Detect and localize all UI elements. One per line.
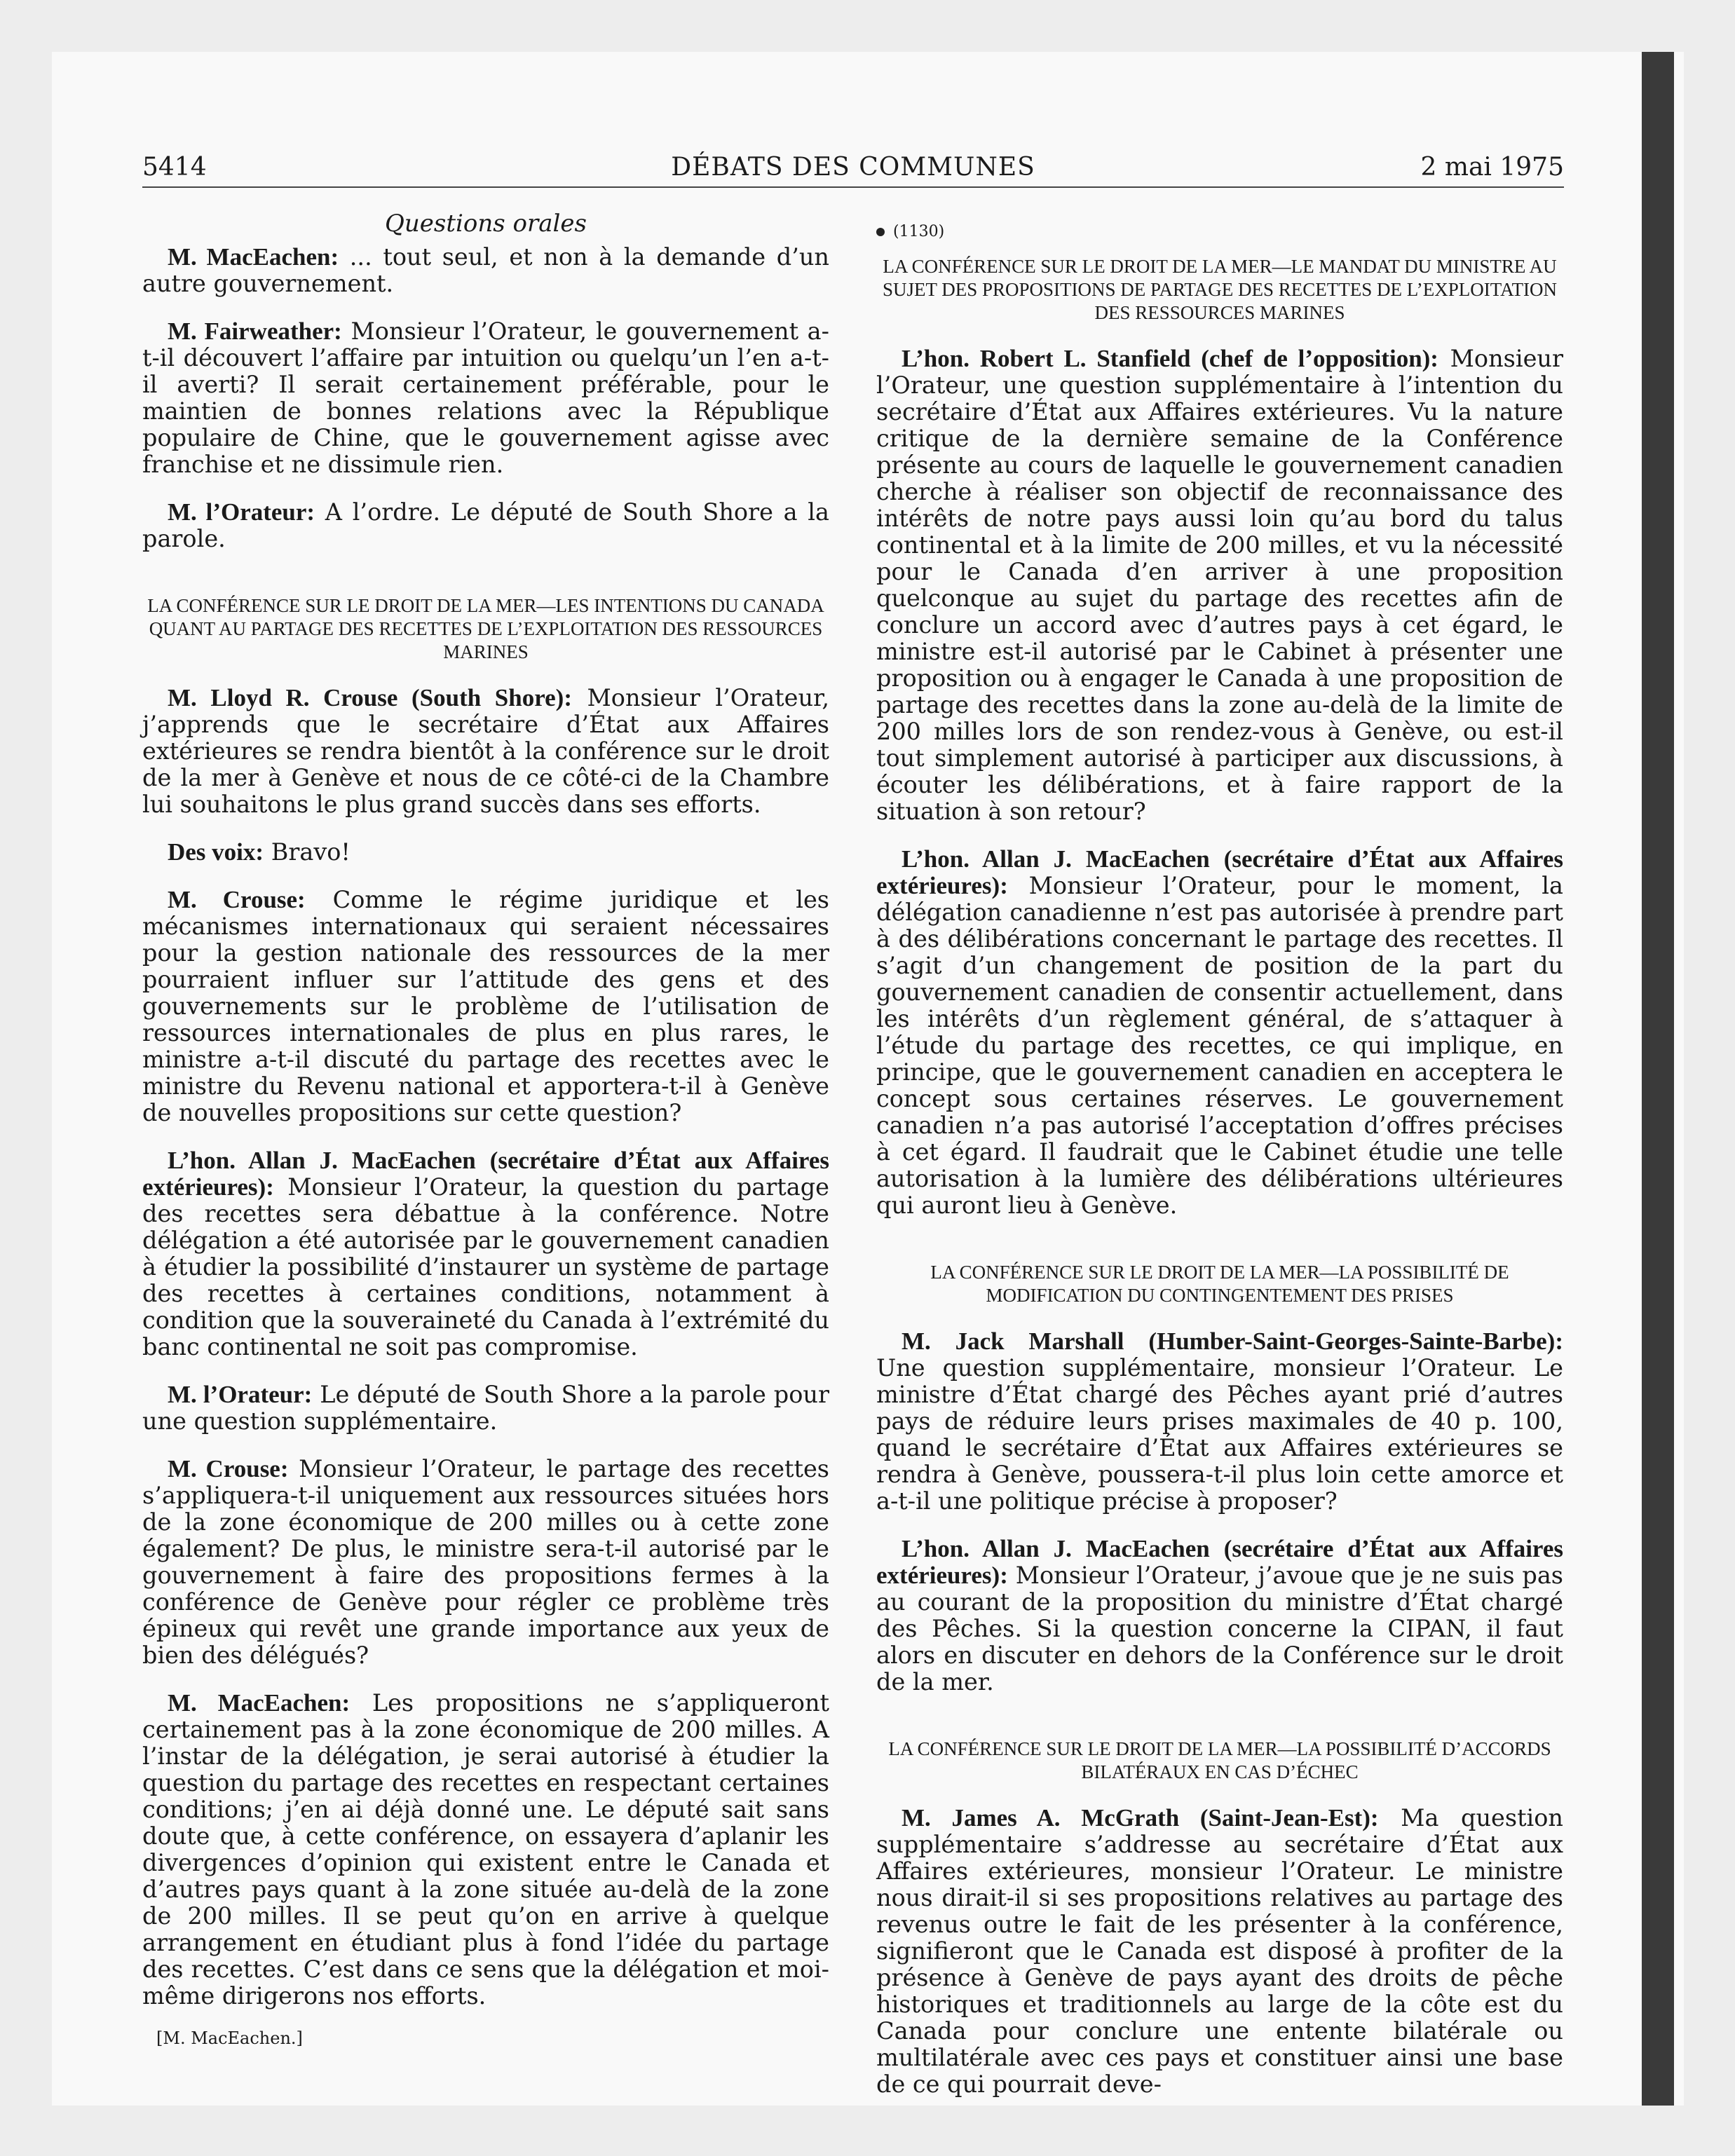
paragraph-text: Ma question supplémentaire s’addresse au secrétaire d’État aux Affaires extérieures, monsieur l’Orateur. Le ministre nous dirait-il si ses propositions relatives au partage des revenus outre le fait de les présenter à la conférence, signifieront que le Canada est disposé à profiter de la présence à Genève de pays ayant des droits de pêche historiques et traditionnels au large de la côte est du Canada pour conclure une entente bilatérale ou multilatérale avec ces pays et constituer ainsi une base de ce qui pourrait deve- (876, 1804, 1563, 2098)
timestamp-text: (1130) (893, 223, 945, 240)
paragraph-text: Monsieur l’Orateur, une question supplémentaire à l’intention du secrétaire d’État aux Affaires extérieures. Vu la nature critique de la dernière semaine de la Conférence présente au cours de laquelle le gouvernement canadien cherche à réaliser son objectif de reconnaissance des intérêts de notre pays aussi loin qu’au bord du talus continental et à la limite de 200 milles, et vu la nécessité pour le Canada d’en arriver à une proposition quelconque au sujet du partage des recettes afin de conclure un accord avec d’autres pays à cet égard, le ministre est-il autorisé par le Cabinet à présenter une proposition ou à engager le Canada à une proposition de partage des recettes dans la zone au-delà de la limite de 200 milles lors de son rendez-vous à Genève, ou est-il tout simplement autorisé à participer aux discussions, à écouter les délibérations, et à faire rapport de la situation à son retour? (876, 345, 1563, 825)
paragraph (876, 1536, 1563, 1696)
speaker-name: M. l’Orateur: (168, 1381, 313, 1408)
right-column (876, 210, 1563, 2119)
paragraph (142, 318, 829, 478)
paragraph-text: Monsieur l’Orateur, le partage des recettes s’appliquera-t-il uniquement aux ressources situées hors de la zone économique de 200 milles ou à cette zone également? De plus, le ministre sera-t-il autorisé par le gouvernement à faire des propositions fermes à la conférence de Genève pour régler ce problème très épineux qui revêt une grande importance aux yeux de bien des délégués? (142, 1455, 829, 1669)
paragraph-text: Monsieur l’Orateur, le gouvernement a-t-il découvert l’affaire par intuition ou quelqu’un l’en a-t-il averti? Il serait certainement préférable, pour le maintien de bonnes relations avec la République populaire de Chine, que le gouvernement agisse avec franchise et ne dissimule rien. (142, 318, 829, 478)
speaker-name: M. MacEachen: (168, 1689, 351, 1717)
paragraph (142, 499, 829, 552)
paragraph (142, 887, 829, 1126)
speaker-name: L’hon. Allan J. MacEachen (secrétaire d’État aux Affaires extérieures): (142, 1147, 829, 1201)
paragraph (876, 846, 1563, 1219)
scan-edge-bar (1642, 52, 1674, 2106)
speaker-name: L’hon. Allan J. MacEachen (secrétaire d’État aux Affaires extérieures): (876, 845, 1563, 899)
paragraph (142, 685, 829, 818)
paragraph (142, 1456, 829, 1669)
section-label: Questions orales (385, 210, 587, 238)
speaker-name: L’hon. Robert L. Stanfield (chef de l’opposition): (901, 345, 1438, 372)
paragraph-text: Monsieur l’Orateur, pour le moment, la délégation canadienne n’est pas autorisée à prendre part à des délibérations concernant le partage des recettes. Il s’agit d’un changement de position de la part du gouvernement canadien de consentir actuellement, dans les intérêts d’un règlement général, de s’attaquer à l’étude du partage des recettes, ce qui implique, en principe, que le gouvernement canadien en acceptera le concept sous certaines réserves. Le gouvernement canadien n’a pas autorisé l’acceptation d’offres précises à cet égard. Il faudrait que le Cabinet étudie une telle autorisation à la lumière des délibérations ultérieures qui auront lieu à Genève. (876, 872, 1563, 1219)
section-heading: LA CONFÉRENCE SUR LE DROIT DE LA MER—LA POSSIBILITÉ DE MODIFICATION DU CONTINGENTEMENT DES PRISES (930, 1262, 1509, 1306)
speaker-name: M. MacEachen: (168, 243, 339, 271)
paragraph-text: ... tout seul, et non à la demande d’un autre gouvernement. (142, 243, 829, 297)
speaker-name: M. Fairweather: (168, 318, 342, 345)
speaker-name: M. Jack Marshall (Humber-Saint-Georges-Sainte-Barbe): (901, 1328, 1563, 1355)
speaker-name: M. Crouse: (168, 1455, 289, 1482)
bullet-icon (876, 228, 885, 236)
paragraph-text: A l’ordre. Le député de South Shore a la parole. (142, 498, 829, 552)
paragraph-text: Le député de South Shore a la parole pour une question supplémentaire. (142, 1381, 829, 1435)
timestamp (876, 219, 1563, 245)
paragraph (142, 244, 829, 297)
paragraph-text: Monsieur l’Orateur, j’avoue que je ne suis pas au courant de la proposition du ministre d’État chargé des Pêches. Si la question concerne la CIPAN, il faut alors en discuter en dehors de la Conférence sur le droit de la mer. (876, 1562, 1563, 1696)
section-heading: LA CONFÉRENCE SUR LE DROIT DE LA MER—LE MANDAT DU MINISTRE AU SUJET DES PROPOSITIONS DE PARTAGE DES RECETTES DE L’EXPLOITATION DES RESSOURCES MARINES (882, 256, 1558, 323)
speaker-name: M. Lloyd R. Crouse (South Shore): (168, 684, 572, 711)
paragraph-text: Les propositions ne s’appliqueront certainement pas à la zone économique de 200 milles. A l’instar de la délégation, je serai autorisé à étudier la question du partage des recettes en respectant certaines conditions; j’en ai déjà donné une. Le député sait sans doute que, à cette conférence, on essayera d’aplanir les divergences d’opinion qui existent entre le Canada et d’autres pays quant à la zone située au-delà de la zone de 200 milles. Il se peut qu’on en arrive à quelque arrangement en étudiant plus à fond l’idée du partage des recettes. C’est dans ce sens que la délégation et moi-même dirigerons nos efforts. (142, 1689, 829, 2010)
left-column (142, 210, 829, 2052)
paragraph-text: Monsieur l’Orateur, j’apprends que le secrétaire d’État aux Affaires extérieures se rendra bientôt à la conférence sur le droit de la mer à Genève et nous de ce côté-ci de la Chambre lui souhaitons le plus grand succès dans ses efforts. (142, 684, 830, 818)
paragraph (142, 1147, 829, 1360)
page-header (142, 153, 1564, 188)
paragraph-text: Bravo! (264, 838, 351, 866)
page-number: 5414 (142, 153, 207, 182)
paragraph (876, 346, 1563, 825)
speaker-footer-note: [M. MacEachen.] (156, 2028, 303, 2048)
paragraph-text: Monsieur l’Orateur, la question du partage des recettes sera débattue à la conférence. Notre délégation a été autorisée par le gouvernement canadien à étudier la possibilité d’instaurer un système de partage des recettes à certaines conditions, notamment à condition que la souveraineté du Canada à l’extrémité du banc continental ne soit pas compromise. (142, 1173, 829, 1360)
speaker-name: M. James A. McGrath (Saint-Jean-Est): (901, 1804, 1379, 1831)
paragraph-text: Comme le régime juridique et les mécanismes internationaux qui seraient nécessaires pour la gestion nationale des ressources de la mer pourraient influer sur l’attitude des gens et des gouvernements sur le problème de l’utilisation de ressources internationales de plus en plus rares, le ministre a-t-il discuté du partage des recettes avec le ministre du Revenu national et apportera-t-il à Genève de nouvelles propositions sur cette question? (142, 886, 829, 1126)
speaker-name: Des voix: (168, 838, 264, 866)
paragraph-text: Une question supplémentaire, monsieur l’Orateur. Le ministre d’État chargé des Pêches ayant prié d’autres pays de réduire leurs prises maximales de 40 p. 100, quand le secrétaire d’État aux Affaires extérieures se rendra à Genève, poussera-t-il plus loin cette amorce et a-t-il une politique précise à proposer? (876, 1354, 1563, 1515)
section-heading: LA CONFÉRENCE SUR LE DROIT DE LA MER—LA POSSIBILITÉ D’ACCORDS BILATÉRAUX EN CAS D’ÉCHEC (888, 1738, 1551, 1782)
paragraph (876, 1328, 1563, 1515)
publication-title: DÉBATS DES COMMUNES (671, 153, 1035, 182)
paragraph (876, 1805, 1563, 2098)
publication-date: 2 mai 1975 (1420, 153, 1564, 182)
section-heading: LA CONFÉRENCE SUR LE DROIT DE LA MER—LES INTENTIONS DU CANADA QUANT AU PARTAGE DES RECETTES DE L’EXPLOITATION DES RESSOURCES MARINES (147, 595, 824, 662)
paragraph (142, 1381, 829, 1435)
speaker-name: M. l’Orateur: (168, 498, 315, 526)
speaker-name: L’hon. Allan J. MacEachen (secrétaire d’État aux Affaires extérieures): (876, 1535, 1563, 1589)
paragraph (142, 839, 829, 866)
paragraph (142, 1690, 829, 2010)
speaker-name: M. Crouse: (168, 886, 306, 913)
